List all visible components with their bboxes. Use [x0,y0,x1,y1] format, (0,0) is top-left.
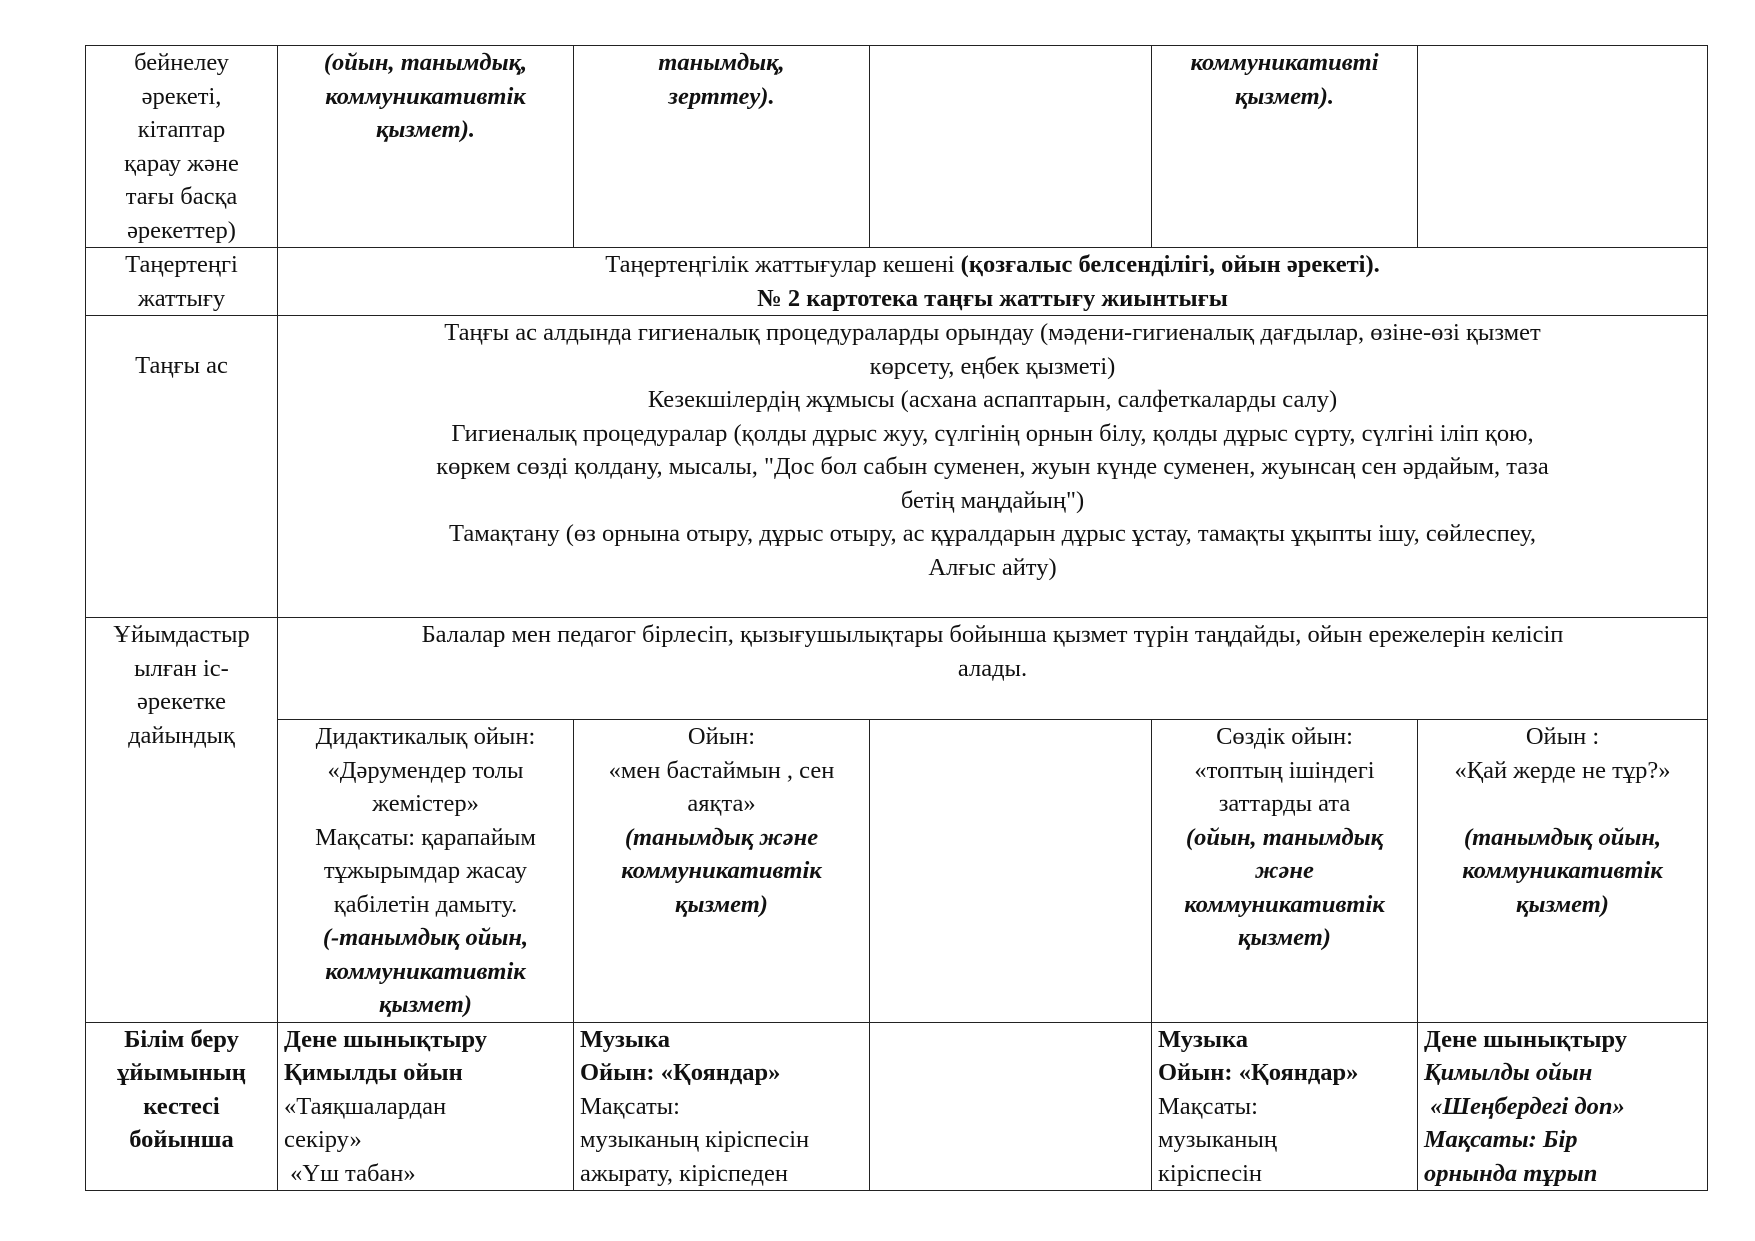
exercise-text: Таңертеңгілік жаттығулар кешені [605,251,961,278]
row-schedule-monday: Дене шынықтыру Қимылды ойын «Таяқшалардан секіру» «Үш табан» [278,1022,574,1191]
row-prep-label: Ұйымдастыр ылған іс- әрекетке дайындық [86,618,278,1023]
row-activity-thursday: коммуникативті қызмет). [1152,46,1418,248]
row-prep-days [86,720,1708,1023]
exercise-text-bold: (қозғалыс белсенділігі, ойын әрекеті). [960,251,1380,278]
row-prep-monday: Дидактикалық ойын: «Дәрумендер толы жемістер» Мақсаты: қарапайым тұжырымдар жасау қабілетін дамыту. (-танымдық ойын, коммуникативтік қызмет) [278,720,574,1023]
row-schedule-wednesday [870,1022,1152,1191]
row-prep-tuesday: Ойын: «мен бастаймын , сен аяқта» (танымдық және коммуникативтік қызмет) [574,720,870,1023]
row-prep-thursday: Сөздік ойын: «топтың ішіндегі заттарды ата (ойын, танымдық және коммуникативтік қызмет) [1152,720,1418,1023]
row-activity-tuesday: танымдық, зерттеу). [574,46,870,248]
exercise-card-number: № 2 картотека таңғы жаттығу жиынтығы [757,284,1228,312]
daily-plan-table [85,45,1708,1191]
row-schedule-friday: Дене шынықтыру Қимылды ойын «Шеңбердегі доп» Мақсаты: Бір орнында тұрып [1418,1022,1708,1191]
row-schedule-tuesday: Музыка Ойын: «Қояндар» Мақсаты: музыканың кіріспесін ажырату, кіріспеден [574,1022,870,1191]
row-activity [86,46,1708,248]
row-activity-monday: (ойын, танымдық, коммуникативтік қызмет). [278,46,574,248]
row-activity-friday [1418,46,1708,248]
row-prep [86,618,1708,720]
row-prep-wednesday [870,720,1152,1023]
row-schedule [86,1022,1708,1191]
row-exercise-content [278,248,1708,316]
row-activity-wednesday [870,46,1152,248]
row-exercise [86,248,1708,316]
row-prep-common: Балалар мен педагог бірлесіп, қызығушылықтары бойынша қызмет түрін таңдайды, ойын ережелерін келісіп алады. [278,618,1708,720]
row-breakfast-label: Таңғы ас [86,316,278,618]
row-activity-label: бейнелеу әрекеті, кітаптар қарау және тағы басқа әрекеттер) [86,46,278,248]
row-prep-friday: Ойын : «Қай жерде не тұр?» (танымдық ойын, коммуникативтік қызмет) [1418,720,1708,1023]
row-schedule-label: Білім беру ұйымының кестесі бойынша [86,1022,278,1191]
row-exercise-label: Таңертеңгі жаттығу [86,248,278,316]
row-schedule-thursday: Музыка Ойын: «Қояндар» Мақсаты: музыканың кіріспесін [1152,1022,1418,1191]
row-breakfast [86,316,1708,618]
row-breakfast-content: Таңғы ас алдында гигиеналық процедураларды орындау (мәдени-гигиеналық дағдылар, өзіне-өзі қызмет көрсету, еңбек қызметі) Кезекшілердің жұмысы (асхана аспаптарын, салфеткаларды салу) Гигиеналық процедуралар (қолды дұрыс жуу, сүлгінің орнын білу, қолды дұрыс сүрту, сүлгіні іліп қою, көркем сөзді қолдану, мысалы, "Дос бол сабын суменен, жуын күнде суменен, жуынсаң сен әрдайым, таза бетің маңдайың") Тамақтану (өз орнына отыру, дұрыс отыру, ас құралдарын дұрыс ұстау, тамақты ұқыпты ішу, сөйлеспеу, Алғыс айту) [278,316,1708,618]
